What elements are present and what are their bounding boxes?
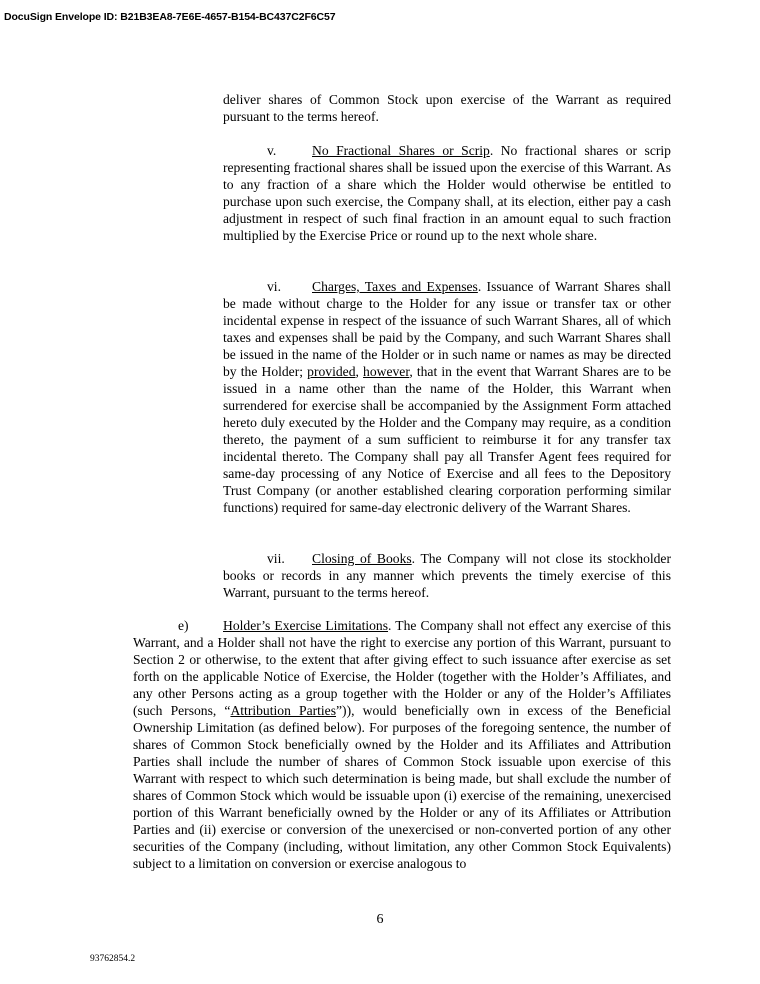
section-vi-however: however: [363, 364, 410, 379]
section-vi-text-b: , that in the event that Warrant Shares are to be issued in a name other than the name of the Holder, this Warrant when surrendered for exercise shall be accompanied by the Assignment Form attached hereto duly executed by the Holder and the Company may require, as a condition thereto, the payment of a sum sufficient to reimburse it for any transfer tax incidental thereto. The Company shall pay all Transfer Agent fees required for same-day processing of any Notice of Exercise and all fees to the Depository Trust Company (or another established clearing corporation performing similar functions) required for same-day electronic delivery of the Warrant Shares.: [223, 364, 671, 515]
section-e-text-a: . The Company shall not effect any exercise of this Warrant, and a Holder shall not have the right to exercise any portion of this Warrant, pursuant to Section 2 or otherwise, to the extent that after giving effect to such issuance after exercise as set forth on the applicable Notice of Exercise, the Holder (together with the Holder’s Affiliates, and any other Persons acting as a group together with the Holder or any of the Holder’s Affiliates (such Persons, “: [133, 618, 671, 718]
page-number: 6: [376, 912, 384, 927]
section-vi-number: vi.: [267, 279, 281, 294]
section-vii-heading: Closing of Books: [312, 551, 412, 566]
section-e-number: e): [178, 618, 189, 633]
section-v-paragraph: [223, 142, 671, 244]
docusign-envelope-id: DocuSign Envelope ID: B21B3EA8-7E6E-4657-B154-BC437C2F6C57: [4, 11, 336, 23]
section-vi-provided: provided: [307, 364, 356, 379]
section-e-paragraph: [133, 617, 671, 872]
continuation-text: deliver shares of Common Stock upon exercise of the Warrant as required pursuant to the terms hereof.: [223, 92, 671, 124]
section-vi-heading: Charges, Taxes and Expenses: [312, 279, 478, 294]
section-vii-number: vii.: [267, 551, 285, 566]
section-e-text-b: ”)), would beneficially own in excess of the Beneficial Ownership Limitation (as defined below). For purposes of the foregoing sentence, the number of shares of Common Stock beneficially owned by the Holder and its Affiliates and Attribution Parties shall include the number of shares of Common Stock issuable upon exercise of this Warrant with respect to which such determination is being made, but shall exclude the number of shares of Common Stock which would be issuable upon (i) exercise of the remaining, unexercised portion of this Warrant beneficially owned by the Holder or any of its Affiliates or Attribution Parties and (ii) exercise or conversion of the unexercised or non-converted portion of any other securities of the Company (including, without limitation, any other Common Stock Equivalents) subject to a limitation on conversion or exercise analogous to: [133, 703, 672, 871]
continuation-paragraph: [223, 91, 671, 125]
section-e-defined-term: Attribution Parties: [230, 703, 337, 718]
section-vi-paragraph: [223, 278, 671, 516]
section-vii-text: . The Company will not close its stockholder books or records in any manner which prevents the timely exercise of this Warrant, pursuant to the terms hereof.: [223, 551, 671, 600]
section-vii-paragraph: [223, 550, 671, 601]
section-vi-comma: ,: [355, 364, 364, 379]
section-v-text: . No fractional shares or scrip representing fractional shares shall be issued upon the exercise of this Warrant. As to any fraction of a share which the Holder would otherwise be entitled to purchase upon such exercise, the Company shall, at its election, either pay a cash adjustment in respect of such final fraction in an amount equal to such fraction multiplied by the Exercise Price or round up to the next whole share.: [223, 143, 671, 243]
section-v-number: v.: [267, 143, 277, 158]
section-v-heading: No Fractional Shares or Scrip: [312, 143, 490, 158]
section-e-heading: Holder’s Exercise Limitations: [223, 618, 389, 633]
section-vi-text-a: . Issuance of Warrant Shares shall be made without charge to the Holder for any issue or transfer tax or other incidental expense in respect of the issuance of such Warrant Shares, all of which taxes and expenses shall be paid by the Company, and such Warrant Shares shall be issued in the name of the Holder or in such name or names as may be directed by the Holder;: [223, 279, 671, 379]
document-id: 93762854.2: [90, 954, 136, 964]
